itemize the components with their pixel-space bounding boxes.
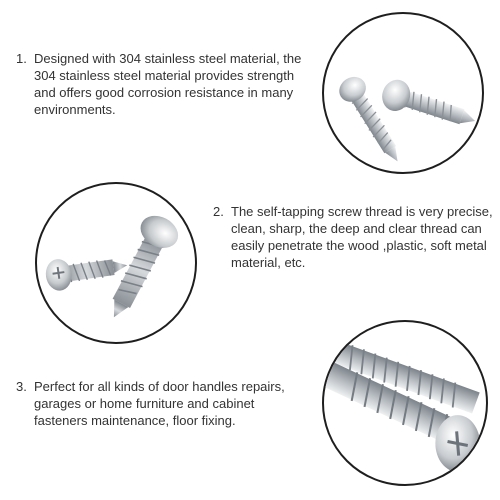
screw-photo-circle-2 xyxy=(35,182,197,344)
screws-image-1 xyxy=(324,14,482,172)
screws-image-2 xyxy=(37,184,195,342)
screws-image-3 xyxy=(324,322,486,484)
screw-photo-circle-3 xyxy=(322,320,488,486)
feature-3-number: 3. xyxy=(16,379,27,394)
feature-2 xyxy=(213,203,498,273)
feature-2-number: 2. xyxy=(213,204,224,219)
feature-3-text: Perfect for all kinds of door handles repairs, garages or home furniture and cabinet fasteners maintenance, floor fixing. xyxy=(34,379,285,428)
feature-1 xyxy=(16,50,316,120)
feature-1-text: Designed with 304 stainless steel material, the 304 stainless steel material provides strength and offers good corrosion resistance in many environments. xyxy=(34,51,302,117)
feature-2-text: The self-tapping screw thread is very precise, clean, sharp, the deep and clear thread can easily penetrate the wood ,plastic, soft metal material, etc. xyxy=(231,204,493,270)
screw-photo-circle-1 xyxy=(322,12,484,174)
feature-1-number: 1. xyxy=(16,51,27,66)
feature-3 xyxy=(16,378,316,448)
